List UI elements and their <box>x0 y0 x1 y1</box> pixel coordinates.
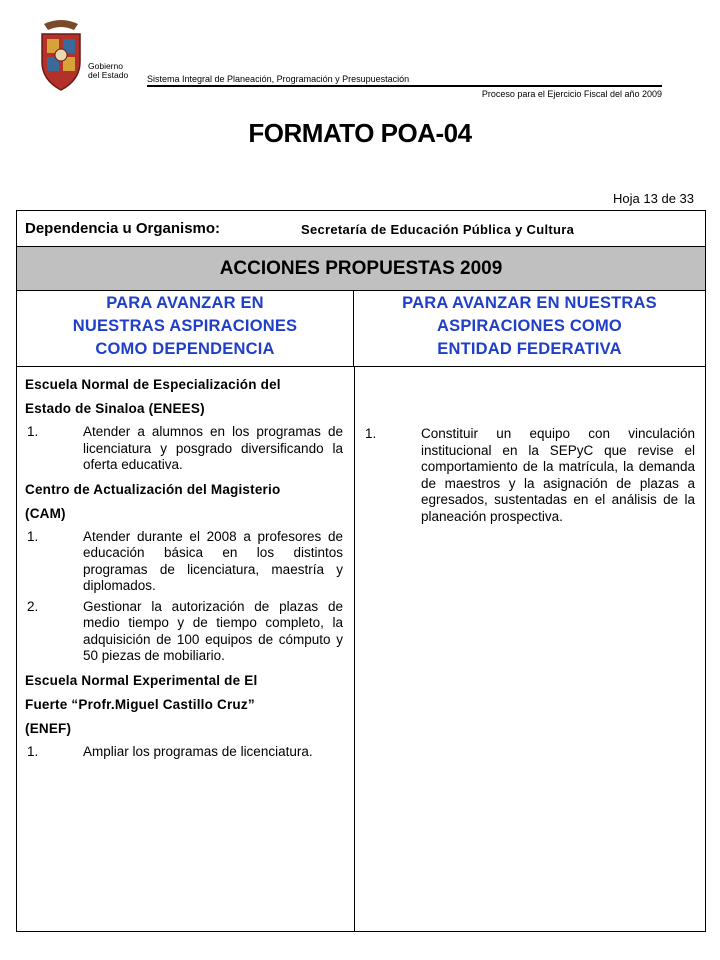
left-column-content <box>25 373 343 764</box>
right-column-content <box>363 423 695 529</box>
list-item <box>25 744 343 761</box>
process-text: Proceso para el Ejercicio Fiscal del año 2009 <box>481 89 662 99</box>
gobierno-line-1: Gobierno <box>88 61 123 71</box>
state-seal-logo <box>36 16 86 96</box>
section-title-line: Escuela Normal Experimental de El <box>25 672 258 688</box>
left-column-header <box>17 291 354 367</box>
left-header-line: PARA AVANZAR EN <box>106 294 264 312</box>
right-header-line: ASPIRACIONES COMO <box>437 317 622 335</box>
item-number: 2. <box>27 598 39 614</box>
section-title <box>25 478 343 526</box>
right-header-line: PARA AVANZAR EN NUESTRAS <box>402 294 657 312</box>
item-text: Gestionar la autorización de plazas de medio tiempo y de tiempo completo, la adquisición de 100 equipos de cómputo y 50 piezas de mobiliario. <box>83 598 343 663</box>
right-header-line: ENTIDAD FEDERATIVA <box>437 340 622 358</box>
item-text: Atender durante el 2008 a profesores de educación básica en los distintos programas de licenciatura, maestría y diplomados. <box>83 528 343 593</box>
item-number: 1. <box>27 743 39 759</box>
page-title: FORMATO POA-04 <box>248 118 472 148</box>
section-title-line: Centro de Actualización del Magisterio <box>25 481 281 497</box>
column-divider <box>354 367 355 931</box>
system-name: Sistema Integral de Planeación, Programación y Presupuestación <box>147 74 410 84</box>
list-item <box>25 529 343 595</box>
gobierno-label <box>88 62 128 80</box>
poa-form <box>16 210 706 932</box>
gobierno-line-2: del Estado <box>88 70 129 80</box>
section-title-line: Fuerte “Profr.Miguel Castillo Cruz” <box>25 696 255 712</box>
dependencia-row <box>17 211 705 247</box>
item-text: Ampliar los programas de licenciatura. <box>83 743 313 759</box>
section-title-line: (CAM) <box>25 505 66 521</box>
section-title-line: Estado de Sinaloa (ENEES) <box>25 401 205 416</box>
item-text: Constituir un equipo con vinculación institucional en la SEPyC que revise el comportamiento de la matrícula, la demanda de maestros y la asignación de plazas a egresados, sustentadas en el análisis de la planeación prospectiva. <box>421 426 695 524</box>
list-item <box>363 426 695 525</box>
section-title <box>25 669 343 741</box>
list-item <box>25 599 343 665</box>
section-band: ACCIONES PROPUESTAS 2009 <box>17 247 705 291</box>
header-rule <box>147 85 662 87</box>
left-header-line: COMO DEPENDENCIA <box>95 340 275 358</box>
item-text: Atender a alumnos en los programas de licenciatura y posgrado diversificando la oferta educativa. <box>83 424 343 472</box>
item-number: 1. <box>27 424 39 439</box>
page-number: Hoja 13 de 33 <box>613 191 694 206</box>
right-column-header <box>354 291 705 367</box>
section-title <box>25 373 343 421</box>
dependencia-label: Dependencia u Organismo: <box>25 220 221 237</box>
dependencia-value: Secretaría de Educación Pública y Cultura <box>301 222 575 237</box>
section-title-line: Escuela Normal de Especialización del <box>25 377 281 392</box>
item-number: 1. <box>27 528 39 544</box>
list-item <box>25 424 343 474</box>
section-title-line: (ENEF) <box>25 720 72 736</box>
item-number: 1. <box>365 426 377 441</box>
left-header-line: NUESTRAS ASPIRACIONES <box>72 317 298 335</box>
